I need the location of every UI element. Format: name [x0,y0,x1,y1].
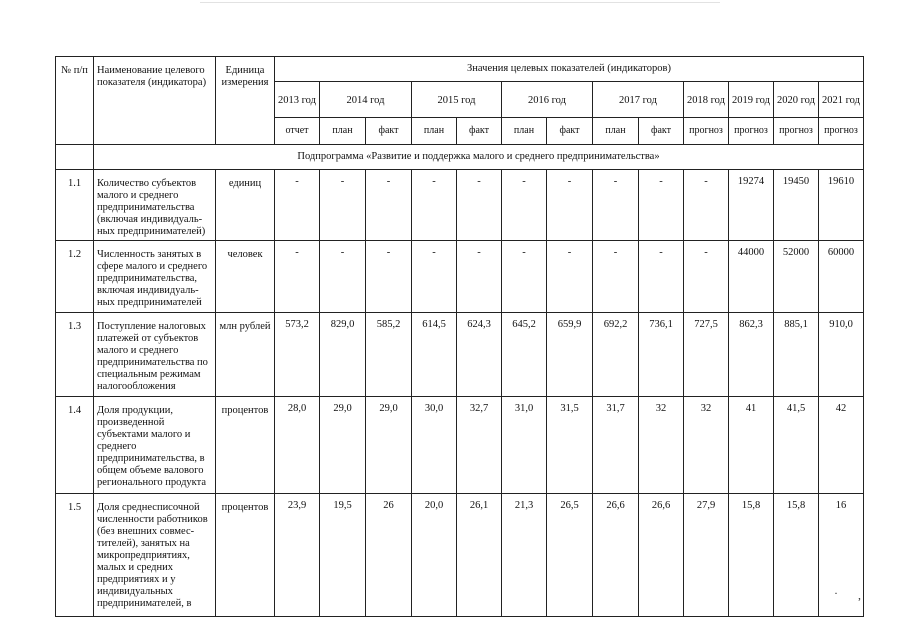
indicator-value: - [366,170,412,241]
header-name: Наименование целевого показателя (индикатора) [94,57,216,145]
indicator-value: - [502,241,547,313]
header-unit: Единица измерения [216,57,275,145]
indicator-value: 829,0 [320,313,366,397]
indicator-value: 42 [819,397,864,494]
table-row [56,313,864,397]
header-year: 2016 год [502,82,593,118]
unit-of-measure: процентов [216,494,275,617]
indicator-value: 645,2 [502,313,547,397]
header-subhead: прогноз [819,118,864,145]
indicator-value: 692,2 [593,313,639,397]
header-subhead: факт [639,118,684,145]
indicator-value: - [457,170,502,241]
scan-artifact-mark: , [858,588,861,602]
indicator-value: 20,0 [412,494,457,617]
unit-of-measure: млн рублей [216,313,275,397]
row-number: 1.3 [56,313,94,397]
row-number: 1.5 [56,494,94,617]
indicator-value: - [457,241,502,313]
indicator-name: Доля продукции, произведенной субъектами малого и среднего предпринимательства, в общем объеме валового регионального продукта [94,397,216,494]
indicator-value: - [320,241,366,313]
indicator-value: 31,7 [593,397,639,494]
unit-of-measure: процентов [216,397,275,494]
indicator-value: 32 [684,397,729,494]
indicator-value: - [502,170,547,241]
row-number: 1.1 [56,170,94,241]
indicator-value: 28,0 [275,397,320,494]
header-values-title: Значения целевых показателей (индикаторов) [275,57,864,82]
indicator-value: 19450 [774,170,819,241]
indicator-value: 31,5 [547,397,593,494]
indicator-value: 727,5 [684,313,729,397]
table-row [56,494,864,617]
header-year: 2013 год [275,82,320,118]
indicator-value: 15,8 [729,494,774,617]
table-row [56,397,864,494]
header-subhead: план [502,118,547,145]
row-number: 1.2 [56,241,94,313]
unit-of-measure: единиц [216,170,275,241]
indicator-value: - [547,241,593,313]
indicator-name: Поступление налоговых платежей от субъектов малого и среднего предпринимательства по специальным режимам налогообложения [94,313,216,397]
indicator-value: 862,3 [729,313,774,397]
indicator-value: - [639,241,684,313]
header-year: 2018 год [684,82,729,118]
indicator-value: 19274 [729,170,774,241]
indicator-value: 29,0 [366,397,412,494]
header-year: 2020 год [774,82,819,118]
indicator-value: 41 [729,397,774,494]
indicator-value: 19610 [819,170,864,241]
indicator-value: 585,2 [366,313,412,397]
indicator-value: - [275,241,320,313]
header-year: 2014 год [320,82,412,118]
indicator-name: Доля среднесписочной численности работников (без внешних совмес-тителей), занятых на микропредприятиях, малых и средних предприятиях и у индивидуальных предпринимателей, в [94,494,216,617]
indicator-name: Численность занятых в сфере малого и среднего предпринимательства, включая индивидуаль-ных предпринимателей [94,241,216,313]
header-subhead: план [593,118,639,145]
indicator-value: 26 [366,494,412,617]
indicator-value: - [412,241,457,313]
indicator-value: 44000 [729,241,774,313]
indicator-value: 26,5 [547,494,593,617]
indicator-value: 27,9 [684,494,729,617]
indicator-value: 736,1 [639,313,684,397]
indicator-value: 41,5 [774,397,819,494]
indicator-value: - [639,170,684,241]
header-year: 2019 год [729,82,774,118]
header-year: 2015 год [412,82,502,118]
indicator-value: 26,6 [593,494,639,617]
header-subhead: план [412,118,457,145]
header-subhead: факт [366,118,412,145]
indicator-value: 885,1 [774,313,819,397]
header-subhead: прогноз [684,118,729,145]
indicator-value: 23,9 [275,494,320,617]
indicators-table [55,56,864,617]
header-year: 2017 год [593,82,684,118]
indicator-value: 614,5 [412,313,457,397]
indicator-value: 29,0 [320,397,366,494]
header-year: 2021 год [819,82,864,118]
indicator-value: 16 [819,494,864,617]
subprogram-title: Подпрограмма «Развитие и поддержка малого и среднего предпринимательства» [94,145,864,170]
indicator-value: 26,1 [457,494,502,617]
indicator-value: 573,2 [275,313,320,397]
indicator-value: 15,8 [774,494,819,617]
indicator-value: - [366,241,412,313]
indicator-value: 910,0 [819,313,864,397]
indicator-value: - [320,170,366,241]
indicator-value: 659,9 [547,313,593,397]
table-row [56,241,864,313]
header-subhead: прогноз [774,118,819,145]
header-num: № п/п [56,57,94,145]
indicator-value: - [275,170,320,241]
indicator-value: - [684,170,729,241]
header-subhead: факт [547,118,593,145]
indicator-value: 60000 [819,241,864,313]
indicator-value: - [412,170,457,241]
indicator-value: 52000 [774,241,819,313]
header-subhead: факт [457,118,502,145]
indicator-value: 624,3 [457,313,502,397]
indicator-value: 26,6 [639,494,684,617]
row-number: 1.4 [56,397,94,494]
table-row [56,170,864,241]
indicator-value: - [593,170,639,241]
indicator-name: Количество субъектов малого и среднего предпринимательства (включая индивидуаль-ных предпринимателей) [94,170,216,241]
scan-artifact-mark: · [834,586,838,600]
header-subhead: отчет [275,118,320,145]
indicator-value: 30,0 [412,397,457,494]
indicator-value: 19,5 [320,494,366,617]
scan-edge-line [200,2,720,3]
indicator-value: - [684,241,729,313]
unit-of-measure: человек [216,241,275,313]
indicator-value: 32,7 [457,397,502,494]
header-subhead: прогноз [729,118,774,145]
indicator-value: 31,0 [502,397,547,494]
header-subhead: план [320,118,366,145]
indicator-value: - [547,170,593,241]
indicator-value: 21,3 [502,494,547,617]
indicator-value: 32 [639,397,684,494]
indicator-value: - [593,241,639,313]
